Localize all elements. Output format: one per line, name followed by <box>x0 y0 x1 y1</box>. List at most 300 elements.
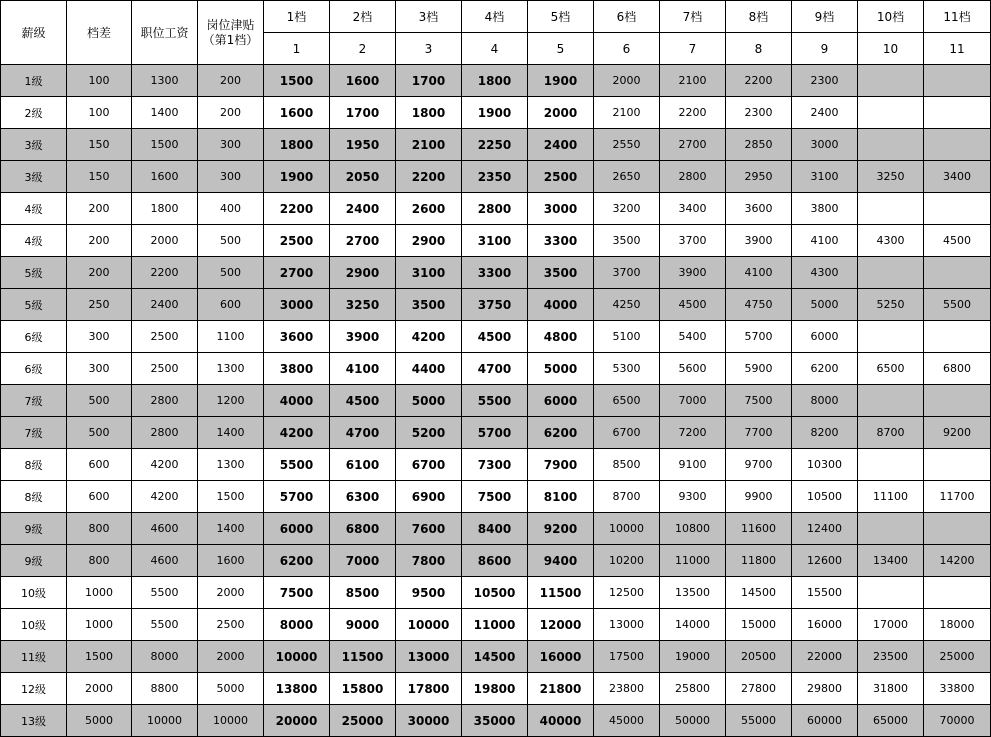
tier-6-cell[interactable]: 3700 <box>594 257 660 289</box>
tier-5-cell[interactable]: 4000 <box>528 289 594 321</box>
tier-8-cell[interactable]: 55000 <box>726 705 792 737</box>
tier-1-cell[interactable]: 1900 <box>264 161 330 193</box>
tier-10-cell[interactable] <box>858 577 924 609</box>
step-diff-cell[interactable]: 1000 <box>67 577 132 609</box>
tier-4-cell[interactable]: 3300 <box>462 257 528 289</box>
tier-1-cell[interactable]: 2200 <box>264 193 330 225</box>
tier-3-cell[interactable]: 2900 <box>396 225 462 257</box>
tier-10-cell[interactable]: 31800 <box>858 673 924 705</box>
grade-cell[interactable]: 13级 <box>1 705 67 737</box>
grade-cell[interactable]: 6级 <box>1 353 67 385</box>
tier-11-cell[interactable]: 9200 <box>924 417 991 449</box>
tier-10-cell[interactable] <box>858 129 924 161</box>
tier-9-cell[interactable]: 3800 <box>792 193 858 225</box>
tier-1-cell[interactable]: 3800 <box>264 353 330 385</box>
tier-4-cell[interactable]: 14500 <box>462 641 528 673</box>
tier-7-cell[interactable]: 7000 <box>660 385 726 417</box>
position-wage-cell[interactable]: 2500 <box>132 321 198 353</box>
header-tier-1[interactable]: 1档 <box>264 1 330 33</box>
header-tier-number[interactable]: 6 <box>594 33 660 65</box>
tier-10-cell[interactable]: 6500 <box>858 353 924 385</box>
grade-cell[interactable]: 5级 <box>1 289 67 321</box>
tier-7-cell[interactable]: 2100 <box>660 65 726 97</box>
tier-11-cell[interactable] <box>924 193 991 225</box>
tier-5-cell[interactable]: 1900 <box>528 65 594 97</box>
tier-8-cell[interactable]: 3900 <box>726 225 792 257</box>
tier-7-cell[interactable]: 11000 <box>660 545 726 577</box>
tier-5-cell[interactable]: 5000 <box>528 353 594 385</box>
tier-2-cell[interactable]: 3900 <box>330 321 396 353</box>
allowance-cell[interactable]: 2000 <box>198 577 264 609</box>
tier-6-cell[interactable]: 5100 <box>594 321 660 353</box>
header-tier-6[interactable]: 6档 <box>594 1 660 33</box>
step-diff-cell[interactable]: 200 <box>67 225 132 257</box>
step-diff-cell[interactable]: 5000 <box>67 705 132 737</box>
tier-3-cell[interactable]: 17800 <box>396 673 462 705</box>
tier-1-cell[interactable]: 5500 <box>264 449 330 481</box>
tier-7-cell[interactable]: 7200 <box>660 417 726 449</box>
tier-6-cell[interactable]: 10200 <box>594 545 660 577</box>
tier-11-cell[interactable]: 3400 <box>924 161 991 193</box>
tier-8-cell[interactable]: 5700 <box>726 321 792 353</box>
tier-1-cell[interactable]: 1500 <box>264 65 330 97</box>
tier-9-cell[interactable]: 2400 <box>792 97 858 129</box>
allowance-cell[interactable]: 1300 <box>198 449 264 481</box>
tier-4-cell[interactable]: 3100 <box>462 225 528 257</box>
step-diff-cell[interactable]: 1500 <box>67 641 132 673</box>
tier-11-cell[interactable] <box>924 449 991 481</box>
tier-8-cell[interactable]: 9700 <box>726 449 792 481</box>
allowance-cell[interactable]: 1100 <box>198 321 264 353</box>
tier-3-cell[interactable]: 4400 <box>396 353 462 385</box>
tier-9-cell[interactable]: 3000 <box>792 129 858 161</box>
tier-6-cell[interactable]: 13000 <box>594 609 660 641</box>
tier-3-cell[interactable]: 30000 <box>396 705 462 737</box>
tier-5-cell[interactable]: 2000 <box>528 97 594 129</box>
tier-11-cell[interactable]: 14200 <box>924 545 991 577</box>
tier-5-cell[interactable]: 2400 <box>528 129 594 161</box>
tier-7-cell[interactable]: 9300 <box>660 481 726 513</box>
position-wage-cell[interactable]: 4600 <box>132 513 198 545</box>
position-wage-cell[interactable]: 2800 <box>132 417 198 449</box>
tier-6-cell[interactable]: 2650 <box>594 161 660 193</box>
tier-7-cell[interactable]: 3900 <box>660 257 726 289</box>
allowance-cell[interactable]: 500 <box>198 257 264 289</box>
tier-8-cell[interactable]: 15000 <box>726 609 792 641</box>
position-wage-cell[interactable]: 1400 <box>132 97 198 129</box>
tier-3-cell[interactable]: 6700 <box>396 449 462 481</box>
tier-4-cell[interactable]: 10500 <box>462 577 528 609</box>
tier-2-cell[interactable]: 1950 <box>330 129 396 161</box>
step-diff-cell[interactable]: 250 <box>67 289 132 321</box>
position-wage-cell[interactable]: 8000 <box>132 641 198 673</box>
tier-8-cell[interactable]: 27800 <box>726 673 792 705</box>
tier-8-cell[interactable]: 5900 <box>726 353 792 385</box>
tier-7-cell[interactable]: 25800 <box>660 673 726 705</box>
position-wage-cell[interactable]: 4200 <box>132 481 198 513</box>
step-diff-cell[interactable]: 800 <box>67 513 132 545</box>
tier-10-cell[interactable] <box>858 65 924 97</box>
tier-3-cell[interactable]: 1800 <box>396 97 462 129</box>
step-diff-cell[interactable]: 300 <box>67 321 132 353</box>
tier-11-cell[interactable]: 18000 <box>924 609 991 641</box>
tier-6-cell[interactable]: 8500 <box>594 449 660 481</box>
position-wage-cell[interactable]: 2400 <box>132 289 198 321</box>
grade-cell[interactable]: 2级 <box>1 97 67 129</box>
tier-1-cell[interactable]: 1800 <box>264 129 330 161</box>
tier-11-cell[interactable]: 33800 <box>924 673 991 705</box>
header-tier-number[interactable]: 8 <box>726 33 792 65</box>
grade-cell[interactable]: 8级 <box>1 449 67 481</box>
allowance-cell[interactable]: 5000 <box>198 673 264 705</box>
tier-1-cell[interactable]: 10000 <box>264 641 330 673</box>
tier-8-cell[interactable]: 3600 <box>726 193 792 225</box>
tier-2-cell[interactable]: 6300 <box>330 481 396 513</box>
tier-3-cell[interactable]: 3100 <box>396 257 462 289</box>
allowance-cell[interactable]: 500 <box>198 225 264 257</box>
allowance-cell[interactable]: 2500 <box>198 609 264 641</box>
tier-4-cell[interactable]: 2350 <box>462 161 528 193</box>
position-wage-cell[interactable]: 8800 <box>132 673 198 705</box>
allowance-cell[interactable]: 200 <box>198 65 264 97</box>
tier-5-cell[interactable]: 9400 <box>528 545 594 577</box>
tier-2-cell[interactable]: 1700 <box>330 97 396 129</box>
position-wage-cell[interactable]: 5500 <box>132 609 198 641</box>
tier-6-cell[interactable]: 3200 <box>594 193 660 225</box>
tier-9-cell[interactable]: 10300 <box>792 449 858 481</box>
tier-11-cell[interactable]: 70000 <box>924 705 991 737</box>
tier-6-cell[interactable]: 6700 <box>594 417 660 449</box>
tier-5-cell[interactable]: 6200 <box>528 417 594 449</box>
tier-5-cell[interactable]: 6000 <box>528 385 594 417</box>
header-tier-number[interactable]: 9 <box>792 33 858 65</box>
tier-4-cell[interactable]: 1900 <box>462 97 528 129</box>
step-diff-cell[interactable]: 300 <box>67 353 132 385</box>
tier-11-cell[interactable]: 5500 <box>924 289 991 321</box>
tier-8-cell[interactable]: 2850 <box>726 129 792 161</box>
position-wage-cell[interactable]: 5500 <box>132 577 198 609</box>
tier-9-cell[interactable]: 10500 <box>792 481 858 513</box>
allowance-cell[interactable]: 600 <box>198 289 264 321</box>
tier-11-cell[interactable] <box>924 321 991 353</box>
allowance-cell[interactable]: 200 <box>198 97 264 129</box>
tier-6-cell[interactable]: 3500 <box>594 225 660 257</box>
step-diff-cell[interactable]: 2000 <box>67 673 132 705</box>
step-diff-cell[interactable]: 800 <box>67 545 132 577</box>
tier-6-cell[interactable]: 2100 <box>594 97 660 129</box>
tier-5-cell[interactable]: 3500 <box>528 257 594 289</box>
tier-11-cell[interactable]: 11700 <box>924 481 991 513</box>
tier-2-cell[interactable]: 2400 <box>330 193 396 225</box>
tier-10-cell[interactable]: 13400 <box>858 545 924 577</box>
position-wage-cell[interactable]: 2200 <box>132 257 198 289</box>
tier-3-cell[interactable]: 5000 <box>396 385 462 417</box>
tier-11-cell[interactable] <box>924 385 991 417</box>
tier-10-cell[interactable] <box>858 385 924 417</box>
tier-11-cell[interactable] <box>924 129 991 161</box>
tier-4-cell[interactable]: 1800 <box>462 65 528 97</box>
tier-3-cell[interactable]: 6900 <box>396 481 462 513</box>
tier-5-cell[interactable]: 4800 <box>528 321 594 353</box>
tier-2-cell[interactable]: 2700 <box>330 225 396 257</box>
tier-1-cell[interactable]: 4200 <box>264 417 330 449</box>
tier-1-cell[interactable]: 3000 <box>264 289 330 321</box>
tier-5-cell[interactable]: 11500 <box>528 577 594 609</box>
tier-9-cell[interactable]: 4300 <box>792 257 858 289</box>
allowance-cell[interactable]: 300 <box>198 161 264 193</box>
tier-10-cell[interactable]: 3250 <box>858 161 924 193</box>
tier-3-cell[interactable]: 2100 <box>396 129 462 161</box>
tier-10-cell[interactable] <box>858 97 924 129</box>
tier-1-cell[interactable]: 7500 <box>264 577 330 609</box>
header-tier-4[interactable]: 4档 <box>462 1 528 33</box>
tier-6-cell[interactable]: 8700 <box>594 481 660 513</box>
tier-10-cell[interactable]: 5250 <box>858 289 924 321</box>
step-diff-cell[interactable]: 600 <box>67 481 132 513</box>
tier-6-cell[interactable]: 45000 <box>594 705 660 737</box>
tier-4-cell[interactable]: 19800 <box>462 673 528 705</box>
tier-1-cell[interactable]: 20000 <box>264 705 330 737</box>
grade-cell[interactable]: 4级 <box>1 225 67 257</box>
tier-7-cell[interactable]: 4500 <box>660 289 726 321</box>
tier-5-cell[interactable]: 9200 <box>528 513 594 545</box>
tier-5-cell[interactable]: 12000 <box>528 609 594 641</box>
tier-7-cell[interactable]: 3700 <box>660 225 726 257</box>
grade-cell[interactable]: 4级 <box>1 193 67 225</box>
position-wage-cell[interactable]: 4600 <box>132 545 198 577</box>
tier-2-cell[interactable]: 1600 <box>330 65 396 97</box>
grade-cell[interactable]: 10级 <box>1 609 67 641</box>
header-tier-number[interactable]: 1 <box>264 33 330 65</box>
tier-9-cell[interactable]: 4100 <box>792 225 858 257</box>
position-wage-cell[interactable]: 10000 <box>132 705 198 737</box>
step-diff-cell[interactable]: 500 <box>67 417 132 449</box>
tier-2-cell[interactable]: 8500 <box>330 577 396 609</box>
tier-9-cell[interactable]: 60000 <box>792 705 858 737</box>
allowance-cell[interactable]: 1200 <box>198 385 264 417</box>
tier-10-cell[interactable]: 65000 <box>858 705 924 737</box>
allowance-cell[interactable]: 1300 <box>198 353 264 385</box>
step-diff-cell[interactable]: 200 <box>67 257 132 289</box>
tier-6-cell[interactable]: 17500 <box>594 641 660 673</box>
tier-9-cell[interactable]: 12400 <box>792 513 858 545</box>
tier-4-cell[interactable]: 2800 <box>462 193 528 225</box>
header-tier-number[interactable]: 7 <box>660 33 726 65</box>
tier-8-cell[interactable]: 4750 <box>726 289 792 321</box>
tier-7-cell[interactable]: 50000 <box>660 705 726 737</box>
grade-cell[interactable]: 12级 <box>1 673 67 705</box>
tier-11-cell[interactable] <box>924 97 991 129</box>
step-diff-cell[interactable]: 600 <box>67 449 132 481</box>
tier-7-cell[interactable]: 14000 <box>660 609 726 641</box>
tier-1-cell[interactable]: 2500 <box>264 225 330 257</box>
grade-cell[interactable]: 9级 <box>1 545 67 577</box>
tier-4-cell[interactable]: 8600 <box>462 545 528 577</box>
step-diff-cell[interactable]: 150 <box>67 129 132 161</box>
tier-2-cell[interactable]: 11500 <box>330 641 396 673</box>
header-tier-8[interactable]: 8档 <box>726 1 792 33</box>
tier-2-cell[interactable]: 25000 <box>330 705 396 737</box>
tier-8-cell[interactable]: 7500 <box>726 385 792 417</box>
tier-2-cell[interactable]: 4500 <box>330 385 396 417</box>
tier-1-cell[interactable]: 4000 <box>264 385 330 417</box>
tier-4-cell[interactable]: 3750 <box>462 289 528 321</box>
tier-1-cell[interactable]: 8000 <box>264 609 330 641</box>
tier-1-cell[interactable]: 1600 <box>264 97 330 129</box>
tier-8-cell[interactable]: 2950 <box>726 161 792 193</box>
tier-9-cell[interactable]: 2300 <box>792 65 858 97</box>
tier-8-cell[interactable]: 11800 <box>726 545 792 577</box>
tier-4-cell[interactable]: 5500 <box>462 385 528 417</box>
tier-9-cell[interactable]: 3100 <box>792 161 858 193</box>
header-position-wage[interactable]: 职位工资 <box>132 1 198 65</box>
step-diff-cell[interactable]: 500 <box>67 385 132 417</box>
header-tier-3[interactable]: 3档 <box>396 1 462 33</box>
tier-3-cell[interactable]: 2200 <box>396 161 462 193</box>
tier-3-cell[interactable]: 9500 <box>396 577 462 609</box>
tier-9-cell[interactable]: 22000 <box>792 641 858 673</box>
tier-9-cell[interactable]: 16000 <box>792 609 858 641</box>
tier-11-cell[interactable]: 25000 <box>924 641 991 673</box>
tier-10-cell[interactable]: 17000 <box>858 609 924 641</box>
tier-2-cell[interactable]: 4100 <box>330 353 396 385</box>
header-grade[interactable]: 薪级 <box>1 1 67 65</box>
step-diff-cell[interactable]: 100 <box>67 65 132 97</box>
tier-5-cell[interactable]: 8100 <box>528 481 594 513</box>
allowance-cell[interactable]: 300 <box>198 129 264 161</box>
tier-4-cell[interactable]: 4500 <box>462 321 528 353</box>
tier-9-cell[interactable]: 29800 <box>792 673 858 705</box>
tier-10-cell[interactable] <box>858 257 924 289</box>
allowance-cell[interactable]: 1400 <box>198 417 264 449</box>
header-tier-10[interactable]: 10档 <box>858 1 924 33</box>
tier-6-cell[interactable]: 4250 <box>594 289 660 321</box>
position-wage-cell[interactable]: 1500 <box>132 129 198 161</box>
tier-10-cell[interactable] <box>858 321 924 353</box>
tier-4-cell[interactable]: 5700 <box>462 417 528 449</box>
tier-3-cell[interactable]: 7600 <box>396 513 462 545</box>
tier-7-cell[interactable]: 2200 <box>660 97 726 129</box>
allowance-cell[interactable]: 10000 <box>198 705 264 737</box>
tier-8-cell[interactable]: 14500 <box>726 577 792 609</box>
tier-3-cell[interactable]: 1700 <box>396 65 462 97</box>
tier-6-cell[interactable]: 23800 <box>594 673 660 705</box>
header-tier-2[interactable]: 2档 <box>330 1 396 33</box>
tier-6-cell[interactable]: 5300 <box>594 353 660 385</box>
tier-5-cell[interactable]: 16000 <box>528 641 594 673</box>
tier-11-cell[interactable] <box>924 513 991 545</box>
tier-5-cell[interactable]: 21800 <box>528 673 594 705</box>
tier-7-cell[interactable]: 3400 <box>660 193 726 225</box>
tier-9-cell[interactable]: 6000 <box>792 321 858 353</box>
header-tier-9[interactable]: 9档 <box>792 1 858 33</box>
grade-cell[interactable]: 11级 <box>1 641 67 673</box>
position-wage-cell[interactable]: 2000 <box>132 225 198 257</box>
tier-10-cell[interactable] <box>858 513 924 545</box>
tier-8-cell[interactable]: 11600 <box>726 513 792 545</box>
tier-9-cell[interactable]: 5000 <box>792 289 858 321</box>
position-wage-cell[interactable]: 4200 <box>132 449 198 481</box>
tier-6-cell[interactable]: 2000 <box>594 65 660 97</box>
position-wage-cell[interactable]: 1300 <box>132 65 198 97</box>
tier-11-cell[interactable]: 4500 <box>924 225 991 257</box>
tier-9-cell[interactable]: 8000 <box>792 385 858 417</box>
tier-10-cell[interactable] <box>858 193 924 225</box>
tier-4-cell[interactable]: 7500 <box>462 481 528 513</box>
tier-7-cell[interactable]: 13500 <box>660 577 726 609</box>
step-diff-cell[interactable]: 200 <box>67 193 132 225</box>
tier-2-cell[interactable]: 7000 <box>330 545 396 577</box>
grade-cell[interactable]: 7级 <box>1 385 67 417</box>
tier-8-cell[interactable]: 9900 <box>726 481 792 513</box>
tier-10-cell[interactable] <box>858 449 924 481</box>
header-tier-number[interactable]: 11 <box>924 33 991 65</box>
tier-5-cell[interactable]: 7900 <box>528 449 594 481</box>
tier-9-cell[interactable]: 15500 <box>792 577 858 609</box>
grade-cell[interactable]: 8级 <box>1 481 67 513</box>
header-post-allowance[interactable] <box>198 1 264 65</box>
tier-6-cell[interactable]: 10000 <box>594 513 660 545</box>
allowance-cell[interactable]: 1600 <box>198 545 264 577</box>
tier-10-cell[interactable]: 23500 <box>858 641 924 673</box>
tier-2-cell[interactable]: 3250 <box>330 289 396 321</box>
tier-2-cell[interactable]: 2900 <box>330 257 396 289</box>
position-wage-cell[interactable]: 2500 <box>132 353 198 385</box>
tier-9-cell[interactable]: 12600 <box>792 545 858 577</box>
grade-cell[interactable]: 5级 <box>1 257 67 289</box>
tier-8-cell[interactable]: 4100 <box>726 257 792 289</box>
tier-7-cell[interactable]: 5600 <box>660 353 726 385</box>
tier-8-cell[interactable]: 20500 <box>726 641 792 673</box>
tier-10-cell[interactable]: 4300 <box>858 225 924 257</box>
tier-7-cell[interactable]: 2800 <box>660 161 726 193</box>
tier-10-cell[interactable]: 11100 <box>858 481 924 513</box>
grade-cell[interactable]: 10级 <box>1 577 67 609</box>
tier-10-cell[interactable]: 8700 <box>858 417 924 449</box>
tier-2-cell[interactable]: 6100 <box>330 449 396 481</box>
grade-cell[interactable]: 7级 <box>1 417 67 449</box>
allowance-cell[interactable]: 1500 <box>198 481 264 513</box>
header-tier-number[interactable]: 2 <box>330 33 396 65</box>
header-tier-number[interactable]: 3 <box>396 33 462 65</box>
tier-11-cell[interactable] <box>924 577 991 609</box>
header-tier-number[interactable]: 4 <box>462 33 528 65</box>
position-wage-cell[interactable]: 1600 <box>132 161 198 193</box>
tier-2-cell[interactable]: 9000 <box>330 609 396 641</box>
tier-6-cell[interactable]: 6500 <box>594 385 660 417</box>
position-wage-cell[interactable]: 2800 <box>132 385 198 417</box>
tier-8-cell[interactable]: 7700 <box>726 417 792 449</box>
tier-1-cell[interactable]: 6200 <box>264 545 330 577</box>
tier-8-cell[interactable]: 2300 <box>726 97 792 129</box>
tier-3-cell[interactable]: 2600 <box>396 193 462 225</box>
tier-7-cell[interactable]: 19000 <box>660 641 726 673</box>
tier-11-cell[interactable]: 6800 <box>924 353 991 385</box>
tier-3-cell[interactable]: 5200 <box>396 417 462 449</box>
tier-9-cell[interactable]: 8200 <box>792 417 858 449</box>
grade-cell[interactable]: 1级 <box>1 65 67 97</box>
tier-7-cell[interactable]: 10800 <box>660 513 726 545</box>
allowance-cell[interactable]: 2000 <box>198 641 264 673</box>
step-diff-cell[interactable]: 100 <box>67 97 132 129</box>
grade-cell[interactable]: 3级 <box>1 161 67 193</box>
tier-1-cell[interactable]: 13800 <box>264 673 330 705</box>
tier-3-cell[interactable]: 7800 <box>396 545 462 577</box>
position-wage-cell[interactable]: 1800 <box>132 193 198 225</box>
tier-3-cell[interactable]: 4200 <box>396 321 462 353</box>
grade-cell[interactable]: 9级 <box>1 513 67 545</box>
tier-2-cell[interactable]: 6800 <box>330 513 396 545</box>
